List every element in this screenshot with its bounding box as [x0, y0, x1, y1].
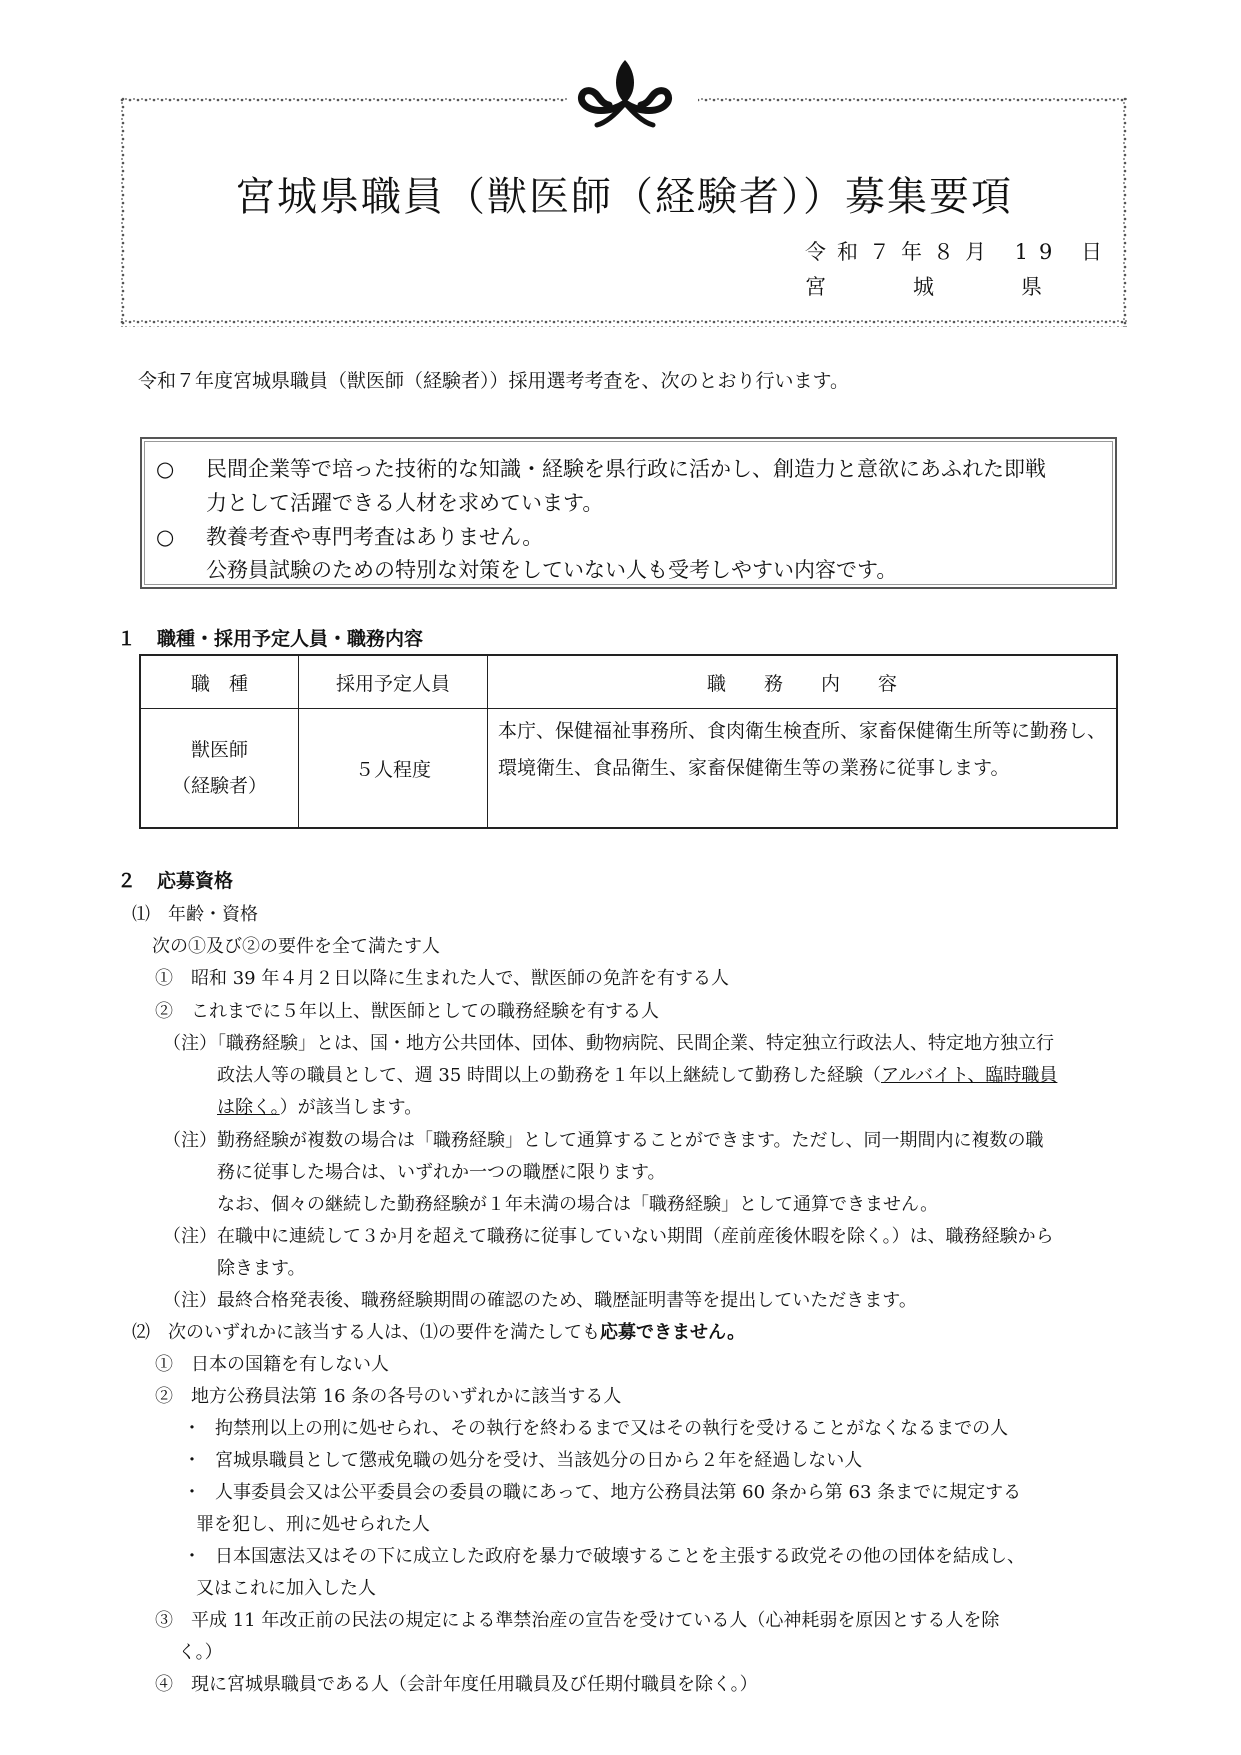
requirement-2: ② これまでに５年以上、獣医師としての職務経験を有する人	[155, 1001, 659, 1022]
duties-cell: 本庁、保健福祉事務所、食肉衛生検査所、家畜保健衛生所等に勤務し、環境衛生、食品衛生、家畜保健衛生等の業務に従事します。	[488, 709, 1118, 829]
requirement-1: ① 昭和 39 年４月２日以降に生まれた人で、獣医師の免許を有する人	[155, 968, 729, 989]
prefecture-emblem-icon	[575, 55, 675, 135]
section-2-heading	[117, 866, 233, 893]
note-2-line: （注）勤務経験が複数の場合は「職務経験」として通算することができます。ただし、同一期間内に複数の職	[163, 1130, 1044, 1151]
issuer-char: 宮	[805, 275, 826, 299]
column-header: 職 務 内 容	[488, 655, 1118, 709]
notice-line	[156, 453, 1046, 483]
disqualification-4: ④ 現に宮城県職員である人（会計年度任用職員及び任期付職員を除く。）	[155, 1674, 758, 1695]
subsection-2-label: ⑵ 次のいずれかに該当する人は、⑴の要件を満たしても応募できません。	[132, 1322, 746, 1343]
intro-text: 令和７年度宮城県職員（獣医師（経験者））採用選考考査を、次のとおり行います。	[138, 370, 849, 392]
notice-text: 公務員試験のための特別な対策をしていない人も受考しやすい内容です。	[206, 558, 898, 582]
notice-text: 教養考査や専門考査はありません。	[206, 525, 544, 549]
notice-text: 力として活躍できる人材を求めています。	[206, 491, 604, 515]
list-item-continuation: 罪を犯し、刑に処せられた人	[196, 1514, 430, 1535]
note-1-line: は除く。）が該当します。	[217, 1097, 423, 1118]
list-item: ・ 人事委員会又は公平委員会の委員の職にあって、地方公務員法第 60 条から第 63 条までに規定する	[183, 1478, 1021, 1504]
bullet-icon: ・	[183, 1482, 201, 1503]
notice-box	[140, 437, 1117, 589]
issue-date: 令和７年８月 19 日	[805, 240, 1114, 264]
disqualification-2: ② 地方公務員法第 16 条の各号のいずれかに該当する人	[155, 1386, 622, 1407]
circle-bullet-icon: ○	[156, 457, 175, 481]
underlined-text: アルバイト、臨時職員	[880, 1065, 1058, 1086]
subsection-1-label: ⑴ 年齢・資格	[132, 904, 258, 925]
note-3-line: （注）在職中に連続して３か月を超えて職務に従事していない期間（産前産後休暇を除く。）は、職務経験から	[163, 1226, 1054, 1247]
list-item: ・ 日本国憲法又はその下に成立した政府を暴力で破壊することを主張する政党その他の団体を結成し、	[183, 1542, 1025, 1568]
underlined-text: は除く。	[217, 1097, 280, 1118]
column-header: 採用予定人員	[299, 655, 488, 709]
notice-line	[156, 487, 603, 517]
list-item: ・ 宮城県職員として懲戒免職の処分を受け、当該処分の日から２年を経過しない人	[183, 1446, 862, 1472]
issuer-char: 県	[1021, 275, 1042, 299]
disqualification-3-continuation: く。）	[178, 1642, 223, 1663]
list-item: ・ 拘禁刑以上の刑に処せられ、その執行を終わるまで又はその執行を受けることがなくなるまでの人	[183, 1414, 1008, 1440]
job-table	[139, 654, 1118, 829]
notice-line	[156, 554, 897, 584]
section-1-heading	[117, 624, 423, 651]
column-header: 職 種	[140, 655, 299, 709]
list-item-continuation: 又はこれに加入した人	[196, 1578, 376, 1599]
note-1-line: （注）「職務経験」とは、国・地方公共団体、団体、動物病院、民間企業、特定独立行政法人、特定地方独立行	[163, 1033, 1054, 1054]
disqualification-1: ① 日本の国籍を有しない人	[155, 1354, 389, 1375]
issuer-char: 城	[913, 275, 934, 299]
notice-line	[156, 521, 543, 551]
section-number: ２	[117, 870, 137, 892]
job-qualifier: （経験者）	[171, 775, 267, 797]
circle-bullet-icon: ○	[156, 525, 175, 549]
note-4-line: （注）最終合格発表後、職務経験期間の確認のため、職歴証明書等を提出していただきます。	[163, 1290, 917, 1311]
issuer	[805, 271, 1042, 301]
emphasis-text: 応募できません。	[600, 1322, 746, 1343]
section-title: 応募資格	[157, 870, 234, 892]
table-header-row	[140, 655, 1117, 709]
table-row	[140, 709, 1117, 829]
page-title: 宮城県職員（獣医師（経験者））募集要項	[235, 174, 1013, 220]
note-2-line: なお、個々の継続した勤務経験が１年未満の場合は「職務経験」として通算できません。	[217, 1194, 939, 1215]
note-2-line: 務に従事した場合は、いずれか一つの職歴に限ります。	[217, 1162, 666, 1183]
notice-text: 民間企業等で培った技術的な知識・経験を県行政に活かし、創造力と意欲にあふれた即戦	[206, 457, 1046, 481]
job-cell	[140, 709, 299, 829]
section-number: １	[117, 628, 137, 650]
bullet-icon: ・	[183, 1546, 201, 1567]
count-cell: ５人程度	[299, 709, 488, 829]
subsection-1-intro: 次の①及び②の要件を全て満たす人	[152, 936, 440, 957]
disqualification-3: ③ 平成 11 年改正前の民法の規定による準禁治産の宣告を受けている人（心神耗弱を原因とする人を除	[155, 1610, 1000, 1631]
note-3-line: 除きます。	[217, 1258, 306, 1279]
bullet-icon: ・	[183, 1418, 201, 1439]
bullet-icon: ・	[183, 1450, 201, 1471]
section-title: 職種・採用予定人員・職務内容	[157, 628, 424, 650]
note-1-line: 政法人等の職員として、週 35 時間以上の勤務を１年以上継続して勤務した経験（アルバイト、臨時職員	[217, 1065, 1058, 1086]
job-name: 獣医師	[190, 739, 248, 761]
